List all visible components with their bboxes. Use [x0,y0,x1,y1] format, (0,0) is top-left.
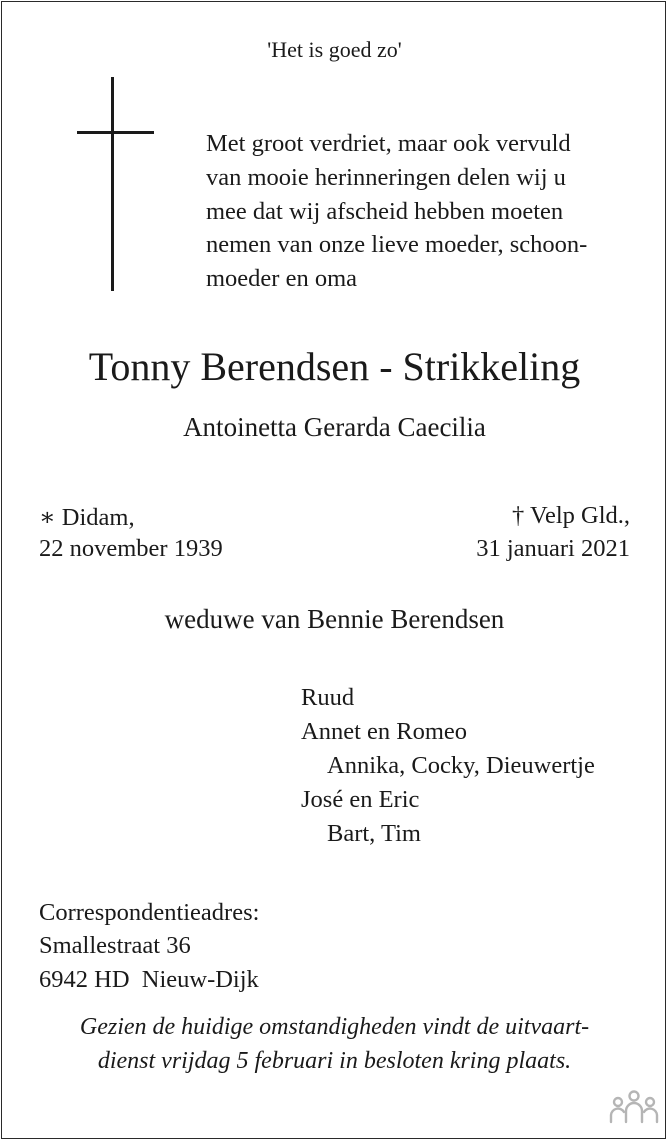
birth-place: ∗ Didam, [39,504,135,531]
family-member: Annet en Romeo [301,718,468,745]
intro-line: nemen van onze lieve moeder, schoon- [206,231,588,258]
notice-line: Gezien de huidige omstandigheden vindt de uitvaart- [79,1014,590,1040]
cross-vertical-bar [111,77,114,291]
notice-line: dienst vrijdag 5 februari in besloten kring plaats. [97,1048,572,1074]
intro-line: Met groot verdriet, maar ook vervuld [206,130,571,157]
address-label: Correspondentieadres: [39,899,260,926]
family-member: Ruud [301,684,355,711]
motto: 'Het is goed zo' [267,37,402,62]
intro-line: moeder en oma [206,265,358,292]
deceased-name: Tonny Berendsen - Strikkeling [88,344,581,389]
intro-line: van mooie herinneringen delen wij u [206,164,566,191]
family-grandchildren: Annika, Cocky, Dieuwertje [327,752,595,779]
intro-line: mee dat wij afscheid hebben moeten [206,198,564,225]
deceased-given-names: Antoinetta Gerarda Caecilia [183,412,486,442]
widow-of: weduwe van Bennie Berendsen [164,604,505,634]
address-city: 6942 HD Nieuw-Dijk [39,966,259,993]
family-member: José en Eric [301,786,420,813]
family-grandchildren: Bart, Tim [327,820,421,847]
death-place: † Velp Gld., [512,502,630,529]
cross-horizontal-bar [77,131,154,134]
address-street: Smallestraat 36 [39,932,191,959]
people-group-logo-icon [604,1089,664,1125]
death-date: 31 januari 2021 [476,535,630,562]
birth-date: 22 november 1939 [39,535,223,562]
